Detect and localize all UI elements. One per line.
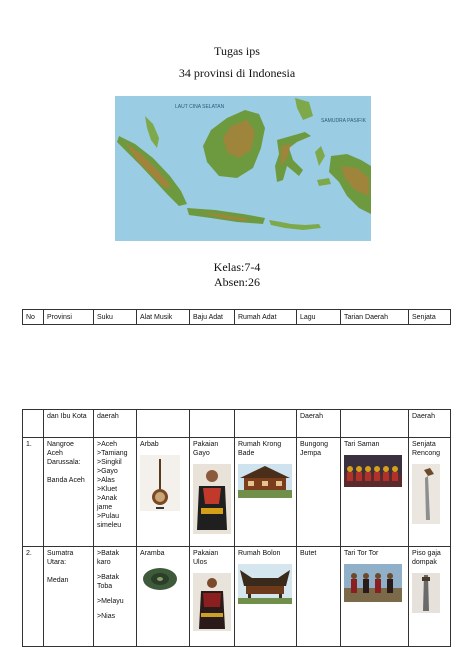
suku-item: >Kluet [97, 486, 118, 493]
row-tarian: Tari Saman [344, 441, 380, 448]
row-alat-musik: Aramba [140, 550, 165, 557]
row-ibukota: Medan [47, 577, 69, 584]
row-rumah-adat: Rumah Krong Bade [238, 441, 282, 457]
row-senjata: Senjata Rencong [412, 441, 441, 457]
cont-senjata: Daerah [409, 410, 451, 438]
header-cell-no: No [23, 310, 44, 325]
doc-absen: Absen:26 [214, 275, 260, 289]
doc-title: Tugas ips [214, 44, 260, 58]
suku-item: >Singkil [97, 459, 122, 466]
row-alat-musik: Arbab [140, 441, 159, 448]
header-cell-baju-adat: Baju Adat [190, 310, 235, 325]
arbab-instrument-image [140, 455, 180, 511]
krong-bade-house-image [238, 464, 292, 498]
doc-subtitle: 34 provinsi di Indonesia [178, 66, 296, 80]
suku-item: >Anak jame [97, 495, 118, 511]
header-cell-provinsi: Provinsi [44, 310, 94, 325]
header-cell-lagu: Lagu [297, 310, 341, 325]
row-senjata: Piso gaja dompak [412, 550, 441, 566]
row-baju-adat: Pakaian Gayo [193, 441, 219, 457]
svg-text:LAUT CINA SELATAN: LAUT CINA SELATAN [175, 104, 225, 110]
suku-item: >Nias [97, 613, 116, 620]
row-ibukota: Banda Aceh [47, 477, 85, 484]
suku-item: >Batak Toba [97, 574, 119, 590]
header-table [22, 309, 451, 325]
row-no: 2. [23, 547, 44, 647]
doc-kelas: Kelas:7-4 [213, 260, 261, 274]
row-baju-adat: Pakaian Ulos [193, 550, 219, 566]
suku-item: >Alas [97, 477, 115, 484]
rencong-weapon-image [412, 464, 440, 524]
header-cell-rumah-adat: Rumah Adat [235, 310, 297, 325]
header-row [23, 310, 451, 325]
svg-text:SAMUDRA PASIFIK: SAMUDRA PASIFIK [321, 118, 366, 124]
header-cell-alat-musik: Alat Musik [137, 310, 190, 325]
row-provinsi: Sumatra Utara: [47, 550, 74, 566]
row-no: 1. [23, 438, 44, 547]
suku-item: >Melayu [97, 598, 124, 605]
bolon-house-image [238, 564, 292, 604]
tor-tor-dance-image [344, 564, 402, 602]
cont-provinsi: dan Ibu Kota [44, 410, 94, 438]
ulos-costume-image [193, 573, 231, 631]
province-table [22, 409, 451, 647]
cont-lagu: Daerah [297, 410, 341, 438]
continuation-row [23, 410, 451, 438]
piso-gaja-dompak-image [412, 573, 440, 613]
saman-dance-image [344, 455, 402, 487]
header-cell-suku: Suku [94, 310, 137, 325]
row-provinsi: Nangroe Aceh Darussala: [47, 441, 81, 466]
row-lagu: Bungong Jempa [297, 438, 341, 547]
aramba-gong-image [140, 564, 180, 594]
row-rumah-adat: Rumah Bolon [238, 550, 281, 557]
cont-suku: daerah [94, 410, 137, 438]
suku-item: >Tamiang [97, 450, 128, 457]
indonesia-map-image [115, 96, 371, 241]
row-lagu: Butet [297, 547, 341, 647]
header-cell-senjata: Senjata [409, 310, 451, 325]
suku-item: >Gayo [97, 468, 118, 475]
row-tarian: Tari Tor Tor [344, 550, 379, 557]
table-row [23, 438, 451, 547]
suku-item: >Pulau simeleu [97, 513, 122, 529]
suku-item: >Batak karo [97, 550, 119, 566]
suku-item: >Aceh [97, 441, 118, 448]
gayo-costume-image [193, 464, 231, 534]
header-cell-tarian: Tarian Daerah [341, 310, 409, 325]
